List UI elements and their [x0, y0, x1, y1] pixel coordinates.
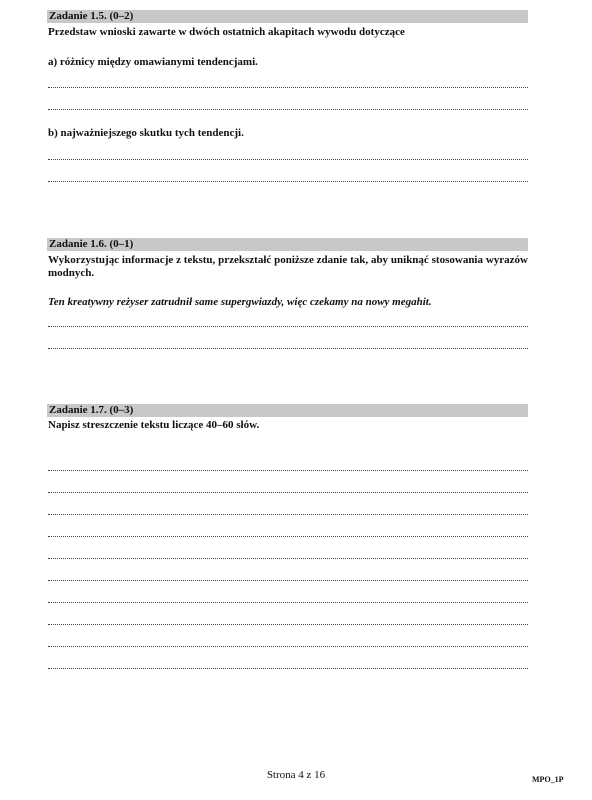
- answer-line-1-7-2[interactable]: [48, 492, 528, 493]
- exam-code: MPO_1P: [532, 775, 564, 784]
- answer-line-1-7-9[interactable]: [48, 646, 528, 647]
- answer-line-1-7-10[interactable]: [48, 668, 528, 669]
- answer-line-1-7-7[interactable]: [48, 602, 528, 603]
- answer-line-1-7-5[interactable]: [48, 558, 528, 559]
- task-1-5-part-b: b) najważniejszego skutku tych tendencji.: [48, 127, 244, 139]
- answer-line-1-5b-1[interactable]: [48, 159, 528, 160]
- answer-line-1-5a-1[interactable]: [48, 87, 528, 88]
- answer-line-1-7-4[interactable]: [48, 536, 528, 537]
- answer-line-1-5b-2[interactable]: [48, 181, 528, 182]
- answer-line-1-7-6[interactable]: [48, 580, 528, 581]
- task-1-5-instruction: Przedstaw wnioski zawarte w dwóch ostatnich akapitach wywodu dotyczące: [48, 26, 405, 38]
- task-1-7-instruction: Napisz streszczenie tekstu liczące 40–60 słów.: [48, 419, 260, 431]
- answer-line-1-6-2[interactable]: [48, 348, 528, 349]
- task-1-5-header: Zadanie 1.5. (0–2): [47, 10, 528, 23]
- task-1-6-quote: Ten kreatywny reżyser zatrudnił same supergwiazdy, więc czekamy na nowy megahit.: [48, 296, 432, 308]
- task-1-5-part-a: a) różnicy między omawianymi tendencjami.: [48, 56, 258, 68]
- task-1-6-instruction: Wykorzystując informacje z tekstu, przekształć poniższe zdanie tak, aby uniknąć stosowania wyrazów modnych.: [48, 254, 528, 279]
- answer-line-1-7-3[interactable]: [48, 514, 528, 515]
- task-1-7-header: Zadanie 1.7. (0–3): [47, 404, 528, 417]
- answer-line-1-7-1[interactable]: [48, 470, 528, 471]
- answer-line-1-7-8[interactable]: [48, 624, 528, 625]
- answer-line-1-5a-2[interactable]: [48, 109, 528, 110]
- page-number: Strona 4 z 16: [266, 769, 326, 781]
- answer-line-1-6-1[interactable]: [48, 326, 528, 327]
- task-1-6-header: Zadanie 1.6. (0–1): [47, 238, 528, 251]
